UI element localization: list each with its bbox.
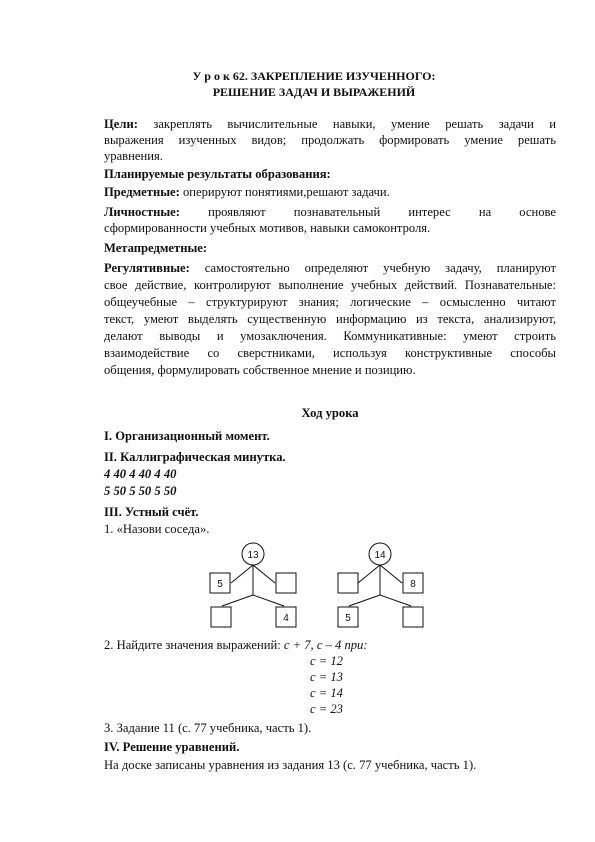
right-box-2-label: 8 xyxy=(410,579,416,590)
c-value-2: c = 13 xyxy=(310,670,343,684)
results-heading: Планируемые результаты образования: xyxy=(104,167,331,181)
section-organizational: I. Организационный момент. xyxy=(104,429,270,443)
left-box-2 xyxy=(276,573,296,593)
equations-text: На доске записаны уравнения из задания 13 (с. 77 учебника, часть 1). xyxy=(104,758,477,772)
regulative-line5: делают выводы и умозаключения. Коммуникативные: умеют строить xyxy=(104,329,556,343)
c-value-3: c = 14 xyxy=(310,686,343,700)
regulative-line4: текст, умеют выделять существенную информацию из текста, анализируют, xyxy=(104,312,556,326)
meta-heading: Метапредметные: xyxy=(104,241,208,255)
regulative-line1: Регулятивные: самостоятельно определяют учебную задачу, планируют xyxy=(104,261,556,275)
calligraphy-row2: 5 50 5 50 5 50 xyxy=(104,484,177,498)
personal-line1: Личностные: проявляют познавательный интерес на основе xyxy=(104,205,557,219)
regulative-line3: общеучебные – структурируют знания; логические – осмысленно читают xyxy=(104,295,556,309)
goals-line2: выражения изученных видов; продолжать формировать умение решать xyxy=(104,133,556,147)
section-calligraphy: II. Каллиграфическая минутка. xyxy=(104,450,286,464)
task-find-values: 2. Найдите значения выражений: c + 7, c – 4 при: xyxy=(104,638,368,652)
regulative-line6: взаимодействие со сверстниками, используя конструктивные способы xyxy=(104,346,556,360)
task-name-neighbor: 1. «Назови соседа». xyxy=(104,522,210,536)
section-oral-count: III. Устный счёт. xyxy=(104,505,199,519)
c-value-4: c = 23 xyxy=(310,702,343,716)
regulative-line2: свое действие, контролируют выполнение учебных действий. Познавательные: xyxy=(104,278,556,292)
c-value-1: c = 12 xyxy=(310,654,343,668)
task-expression: c + 7, c – 4 при: xyxy=(283,638,368,652)
left-root-label: 13 xyxy=(247,550,259,561)
left-box-3 xyxy=(211,607,231,627)
goals-line1: Цели: закреплять вычислительные навыки, умение решать задачи и xyxy=(104,117,557,131)
right-root-label: 14 xyxy=(374,550,386,561)
goals-label: Цели: xyxy=(104,117,138,131)
personal-line2: сформированности учебных мотивов, навыки самоконтроля. xyxy=(104,221,431,235)
right-box-1 xyxy=(338,573,358,593)
lesson-title-line2: РЕШЕНИЕ ЗАДАЧ И ВЫРАЖЕНИЙ xyxy=(212,85,416,99)
goals-line3: уравнения. xyxy=(104,149,163,163)
course-heading: Ход урока xyxy=(301,406,359,420)
calligraphy-row1: 4 40 4 40 4 40 xyxy=(104,467,177,481)
regulative-line7: общения, формулировать собственное мнение и позицию. xyxy=(104,363,416,377)
lesson-title-line1: У р о к 62. ЗАКРЕПЛЕНИЕ ИЗУЧЕННОГО: xyxy=(192,69,436,83)
task-assignment-11: 3. Задание 11 (с. 77 учебника, часть 1). xyxy=(104,721,312,735)
subject-results: Предметные: оперируют понятиями,решают задачи. xyxy=(104,185,390,199)
section-equations: IV. Решение уравнений. xyxy=(104,740,240,754)
right-box-3-label: 5 xyxy=(345,613,351,624)
right-box-4 xyxy=(403,607,423,627)
left-box-4-label: 4 xyxy=(283,613,289,624)
left-box-1-label: 5 xyxy=(217,579,223,590)
